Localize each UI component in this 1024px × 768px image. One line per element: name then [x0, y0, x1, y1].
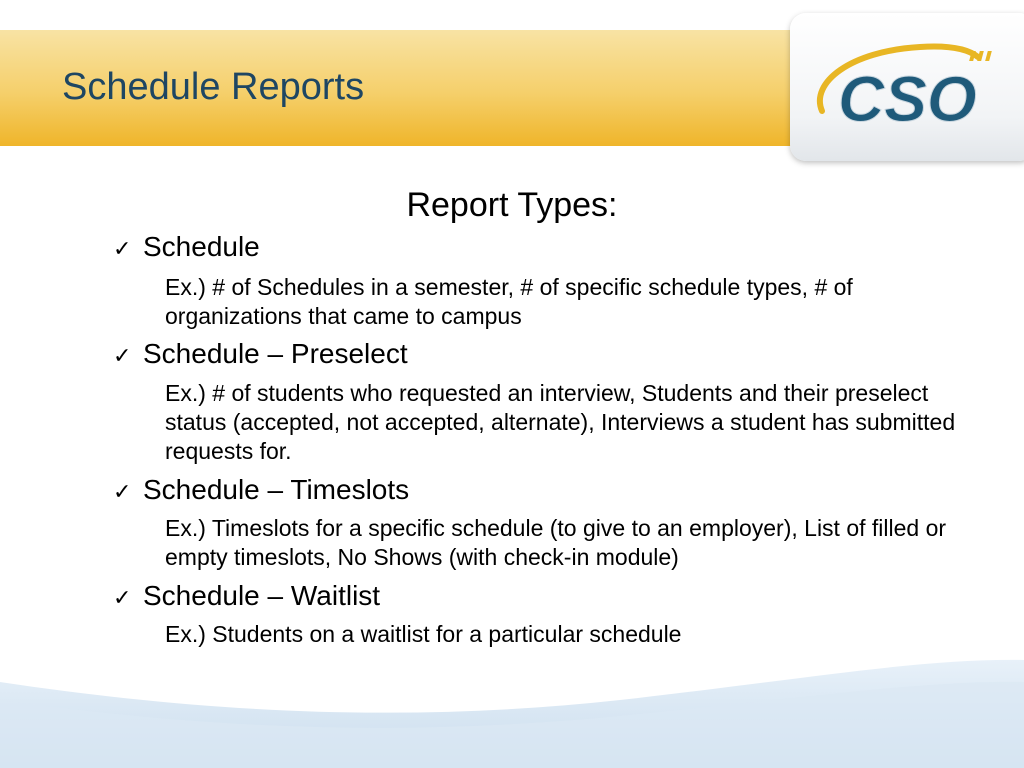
slide-title: Schedule Reports [62, 66, 365, 108]
item-description: Ex.) # of students who requested an interview, Students and their preselect status (accepted, not accepted, alternate), Interviews a student has submitted requests for. [165, 380, 956, 464]
item-label: Schedule – Timeslots [143, 474, 410, 505]
checkmark-icon: ✓ [113, 343, 132, 368]
list-item-heading [113, 338, 408, 370]
list-item-heading [113, 231, 260, 263]
item-label: Schedule – Preselect [143, 338, 408, 369]
item-label: Schedule – Waitlist [143, 580, 381, 611]
item-description: Ex.) Students on a waitlist for a particular schedule [165, 621, 682, 647]
list-item-heading [113, 474, 409, 506]
item-description: Ex.) Timeslots for a specific schedule (to give to an employer), List of filled or empty timeslots, No Shows (with check-in module) [165, 515, 947, 570]
item-description: Ex.) # of Schedules in a semester, # of specific schedule types, # of organizations that came to campus [165, 274, 853, 329]
logo-wordmark: CSO [838, 63, 977, 135]
report-types-heading: Report Types: [406, 186, 618, 224]
checkmark-icon: ✓ [113, 585, 132, 610]
item-label: Schedule [143, 231, 260, 262]
list-item-heading [113, 580, 380, 612]
checkmark-icon: ✓ [113, 236, 132, 261]
checkmark-icon: ✓ [113, 479, 132, 504]
bottom-wave [0, 640, 1024, 768]
